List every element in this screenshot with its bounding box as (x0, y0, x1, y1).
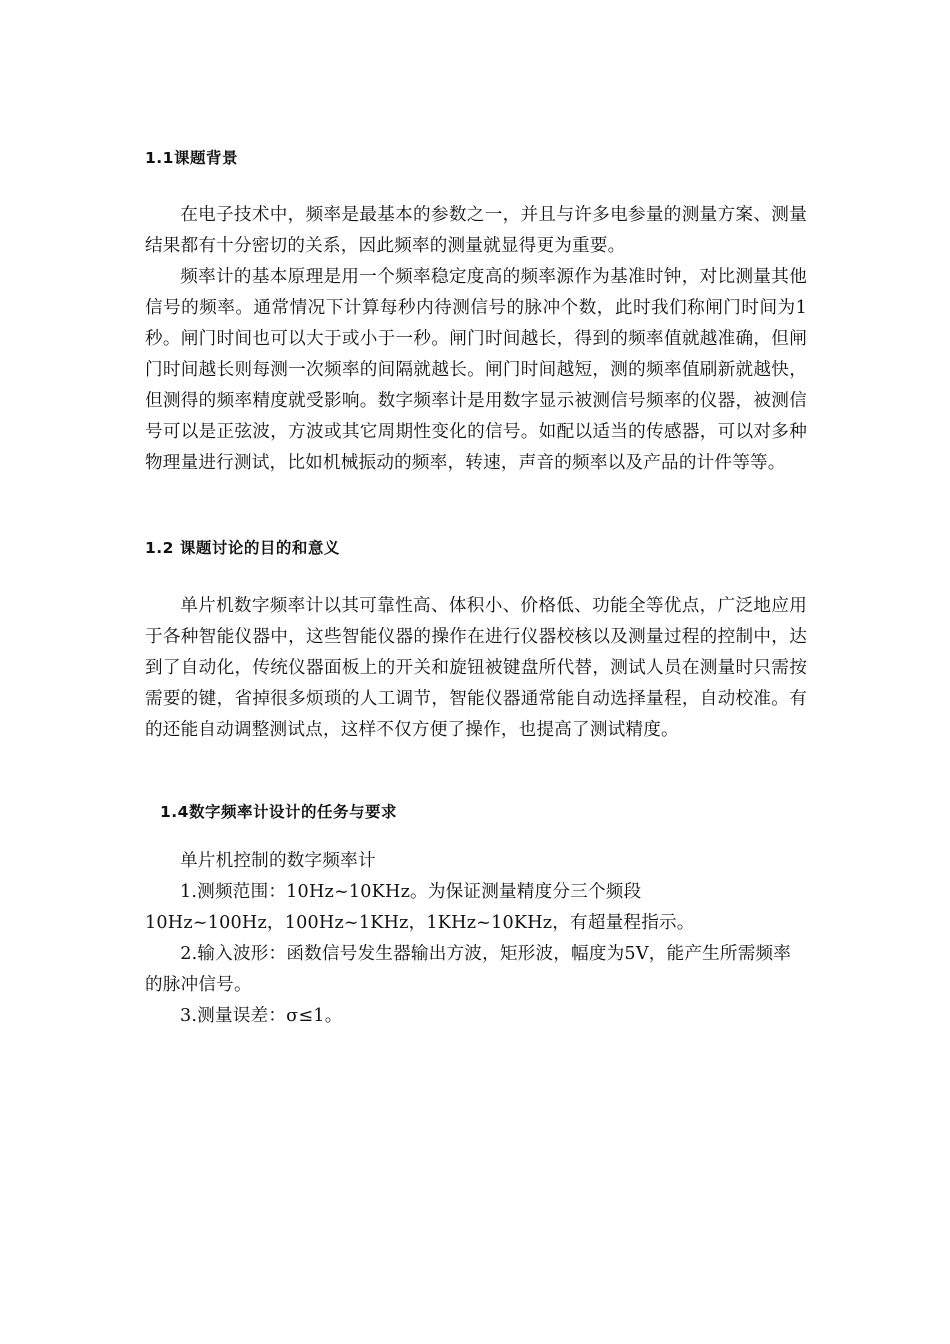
section-1-4-title: 1.4数字频率计设计的任务与要求 (160, 803, 397, 821)
section-1-2-title: 1.2 课题讨论的目的和意义 (145, 539, 340, 557)
section-1-2-paragraph-1: 单片机数字频率计以其可靠性高、体积小、价格低、功能全等优点，广泛地应用于各种智能仪器中，这些智能仪器的操作在进行仪器校核以及测量过程的控制中，达到了自动化，传统仪器面板上的开关和旋钮被键盘所代替，测试人员在测量时只需按需要的键，省掉很多烦琐的人工调节，智能仪器通常能自动选择量程，自动校准。有的还能自动调整测试点，这样不仅方便了操作，也提高了测试精度。 (145, 596, 807, 740)
requirement-intro: 单片机控制的数字频率计 (180, 851, 376, 871)
requirement-3: 3.测量误差：σ≤1。 (180, 1006, 343, 1026)
requirement-1-line-2: 10Hz~100Hz，100Hz~1KHz，1KHz~10KHz，有超量程指示。 (145, 913, 695, 933)
section-1-1-paragraph-2: 频率计的基本原理是用一个频率稳定度高的频率源作为基准时钟，对比测量其他信号的频率。通常情况下计算每秒内待测信号的脉冲个数，此时我们称闸门时间为1秒。闸门时间也可以大于或小于一秒。闸门时间越长，得到的频率值就越准确，但闸门时间越长则每测一次频率的间隔就越长。闸门时间越短，测的频率值刷新就越快，但测得的频率精度就受影响。数字频率计是用数字显示被测信号频率的仪器，被测信号可以是正弦波，方波或其它周期性变化的信号。如配以适当的传感器，可以对多种物理量进行测试，比如机械振动的频率，转速，声音的频率以及产品的计件等等。 (145, 267, 807, 473)
requirement-1-line-1: 1.测频范围：10Hz~10KHz。为保证测量精度分三个频段 (180, 882, 642, 902)
section-1-1-paragraph-1: 在电子技术中，频率是最基本的参数之一，并且与许多电参量的测量方案、测量结果都有十分密切的关系，因此频率的测量就显得更为重要。 (145, 205, 807, 256)
requirement-2: 2.输入波形：函数信号发生器输出方波，矩形波，幅度为5V，能产生所需频率的脉冲信号。 (145, 944, 792, 995)
section-1-1-title: 1.1课题背景 (145, 149, 238, 167)
